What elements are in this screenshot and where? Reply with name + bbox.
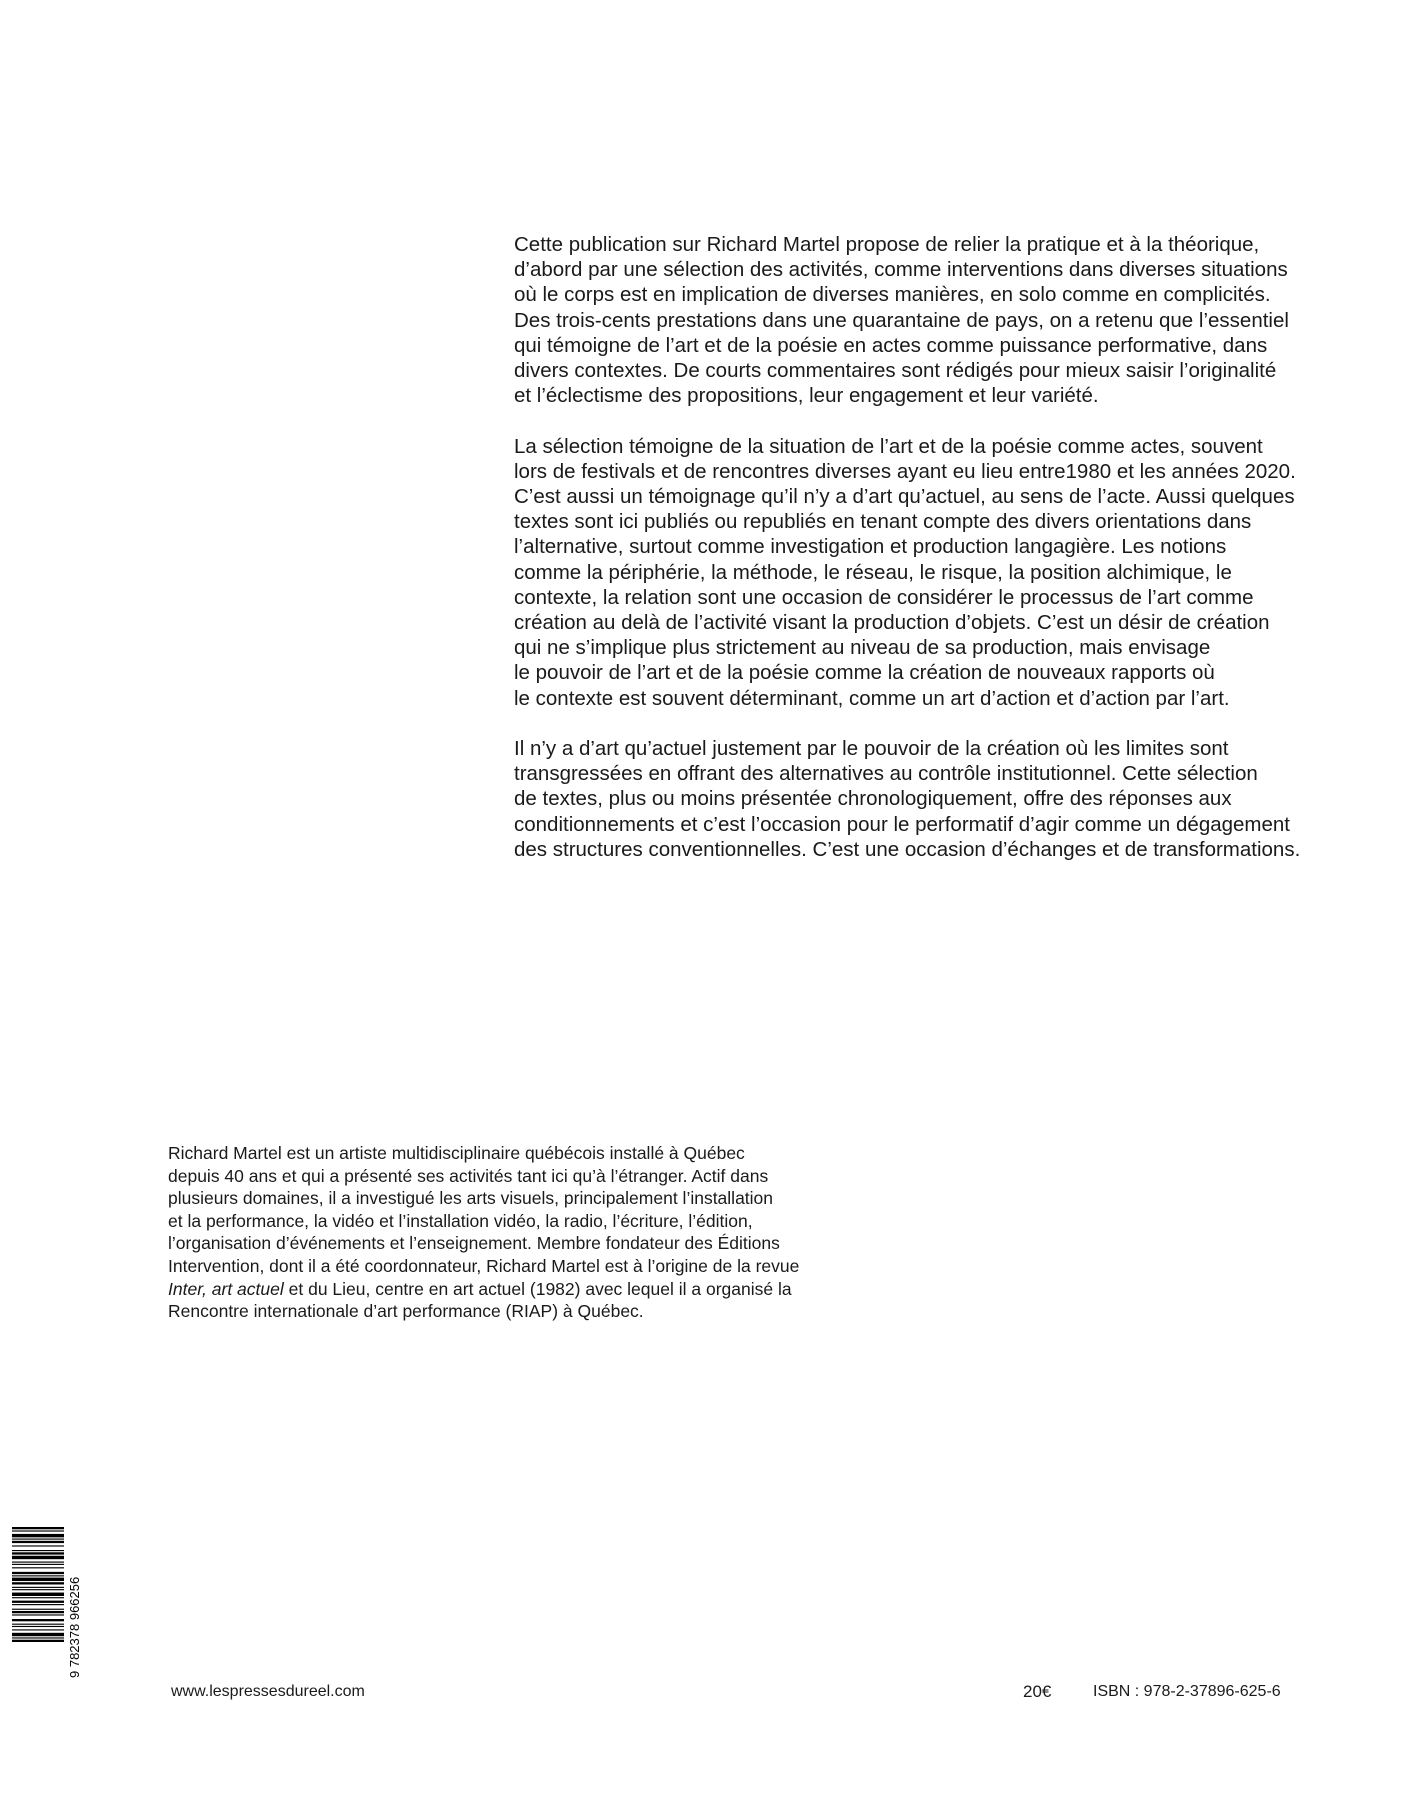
publisher-website: www.lespressesdureel.com (171, 1683, 365, 1700)
barcode-bar (12, 1609, 64, 1610)
barcode-bar (12, 1541, 64, 1543)
barcode-bar (12, 1637, 64, 1638)
barcode-bar (12, 1530, 64, 1531)
barcode-bar (12, 1539, 64, 1540)
journal-title: Inter, art actuel (168, 1278, 284, 1299)
author-bio-paragraph (168, 1142, 868, 1323)
barcode-bar (12, 1589, 64, 1590)
text-line: comme la périphérie, la méthode, le réseau, le risque, la position alchimique, le (514, 560, 1232, 584)
text-line: le contexte est souvent déterminant, comme un art d’action et d’action par l’art. (514, 686, 1230, 710)
barcode-bar (12, 1552, 64, 1554)
blurb-paragraph-1 (514, 232, 1314, 408)
barcode-bar (12, 1633, 64, 1636)
text-line: où le corps est en implication de diverses manières, en solo comme en complicités. (514, 283, 1271, 307)
barcode-bar (12, 1601, 64, 1603)
barcode-bar (12, 1626, 64, 1627)
text-line: qui ne s’implique plus strictement au niveau de sa production, mais envisage (514, 636, 1211, 660)
barcode-bar (12, 1597, 64, 1598)
bio-line: depuis 40 ans et qui a présenté ses activités tant ici qu’à l’étranger. Actif dans (168, 1165, 769, 1186)
price: 20€ (1023, 1682, 1052, 1701)
isbn: ISBN : 978-2-37896-625-6 (1093, 1683, 1281, 1700)
text-line: d’abord par une sélection des activités, comme interventions dans diverses situations (514, 258, 1288, 282)
barcode-bar (12, 1527, 64, 1529)
bio-line: Rencontre internationale d’art performance (RIAP) à Québec. (168, 1301, 644, 1322)
barcode-bar (12, 1562, 64, 1563)
barcode-bar (12, 1578, 64, 1581)
text-line: Il n’y a d’art qu’actuel justement par le pouvoir de la création où les limites sont (514, 737, 1229, 761)
text-line: des structures conventionnelles. C’est une occasion d’échanges et de transformations. (514, 837, 1301, 861)
text-line: et l’éclectisme des propositions, leur engagement et leur variété. (514, 384, 1099, 408)
bio-line: plusieurs domaines, il a investigué les arts visuels, principalement l’installation (168, 1188, 774, 1209)
barcode-bar (12, 1611, 64, 1613)
text-line: qui témoigne de l’art et de la poésie en actes comme puissance performative, dans (514, 333, 1268, 357)
barcode (10, 1525, 82, 1680)
text-line: contexte, la relation sont une occasion de considérer le processus de l’art comme (514, 585, 1254, 609)
barcode-bar (12, 1545, 64, 1546)
barcode-bar (12, 1604, 64, 1605)
barcode-bar (12, 1550, 64, 1551)
text-line: le pouvoir de l’art et de la poésie comme la création de nouveaux rapports où (514, 661, 1215, 685)
text-line: La sélection témoigne de la situation de l’art et de la poésie comme actes, souvent (514, 434, 1263, 458)
bio-line: Intervention, dont il a été coordonnateur, Richard Martel est à l’origine de la revue (168, 1255, 800, 1276)
blurb-paragraph-2 (514, 434, 1314, 711)
bio-line: et la performance, la vidéo et l’installation vidéo, la radio, l’écriture, l’édition, (168, 1210, 753, 1231)
text-line: Des trois-cents prestations dans une quarantaine de pays, on a retenu que l’essentiel (514, 308, 1289, 332)
text-line: l’alternative, surtout comme investigation et production langagière. Les notions (514, 535, 1227, 559)
barcode-bar (12, 1614, 64, 1615)
text-line: textes sont ici publiés ou republiés en tenant compte des divers orientations dans (514, 510, 1252, 534)
author-bio (168, 1142, 868, 1323)
text-line: de textes, plus ou moins présentée chronologiquement, offre des réponses aux (514, 787, 1232, 811)
text-line: transgressées en offrant des alternatives au contrôle institutionnel. Cette sélection (514, 762, 1258, 786)
barcode-bar (12, 1629, 64, 1630)
bio-line-with-title (168, 1278, 868, 1301)
text-line: création au delà de l’activité visant la production d’objets. C’est un désir de création (514, 611, 1270, 635)
barcode-bar (12, 1619, 64, 1621)
text-line: divers contextes. De courts commentaires sont rédigés pour mieux saisir l’originalité (514, 359, 1277, 383)
text-line: C’est aussi un témoignage qu’il n’y a d’art qu’actuel, au sens de l’acte. Aussi quelques (514, 485, 1295, 509)
barcode-bar (12, 1575, 64, 1576)
barcode-digits: 9 782378 966256 (67, 1576, 82, 1678)
bio-line-rest: et du Lieu, centre en art actuel (1982) avec lequel il a organisé la (283, 1278, 792, 1299)
bio-line: l’organisation d’événements et l’enseignement. Membre fondateur des Éditions (168, 1233, 780, 1254)
barcode-bar (12, 1564, 64, 1565)
barcode-bar (12, 1534, 64, 1537)
barcode-bar (12, 1624, 64, 1625)
barcode-bar (12, 1640, 64, 1642)
barcode-bars (12, 1527, 64, 1642)
text-line: lors de festivals et de rencontres diverses ayant eu lieu entre1980 et les années 2020. (514, 459, 1296, 483)
bio-line: Richard Martel est un artiste multidisciplinaire québécois installé à Québec (168, 1143, 745, 1163)
blurb-text (514, 232, 1314, 887)
barcode-bar (12, 1567, 64, 1568)
barcode-bar (12, 1593, 64, 1596)
text-line: conditionnements et c’est l’occasion pour le performatif d’agir comme un dégagement (514, 812, 1290, 836)
barcode-bar (12, 1582, 64, 1584)
barcode-bar (12, 1556, 64, 1559)
blurb-paragraph-3 (514, 736, 1314, 862)
barcode-bar (12, 1572, 64, 1574)
barcode-bar (12, 1587, 64, 1588)
text-line: Cette publication sur Richard Martel propose de relier la pratique et à la théorique, (514, 233, 1260, 256)
